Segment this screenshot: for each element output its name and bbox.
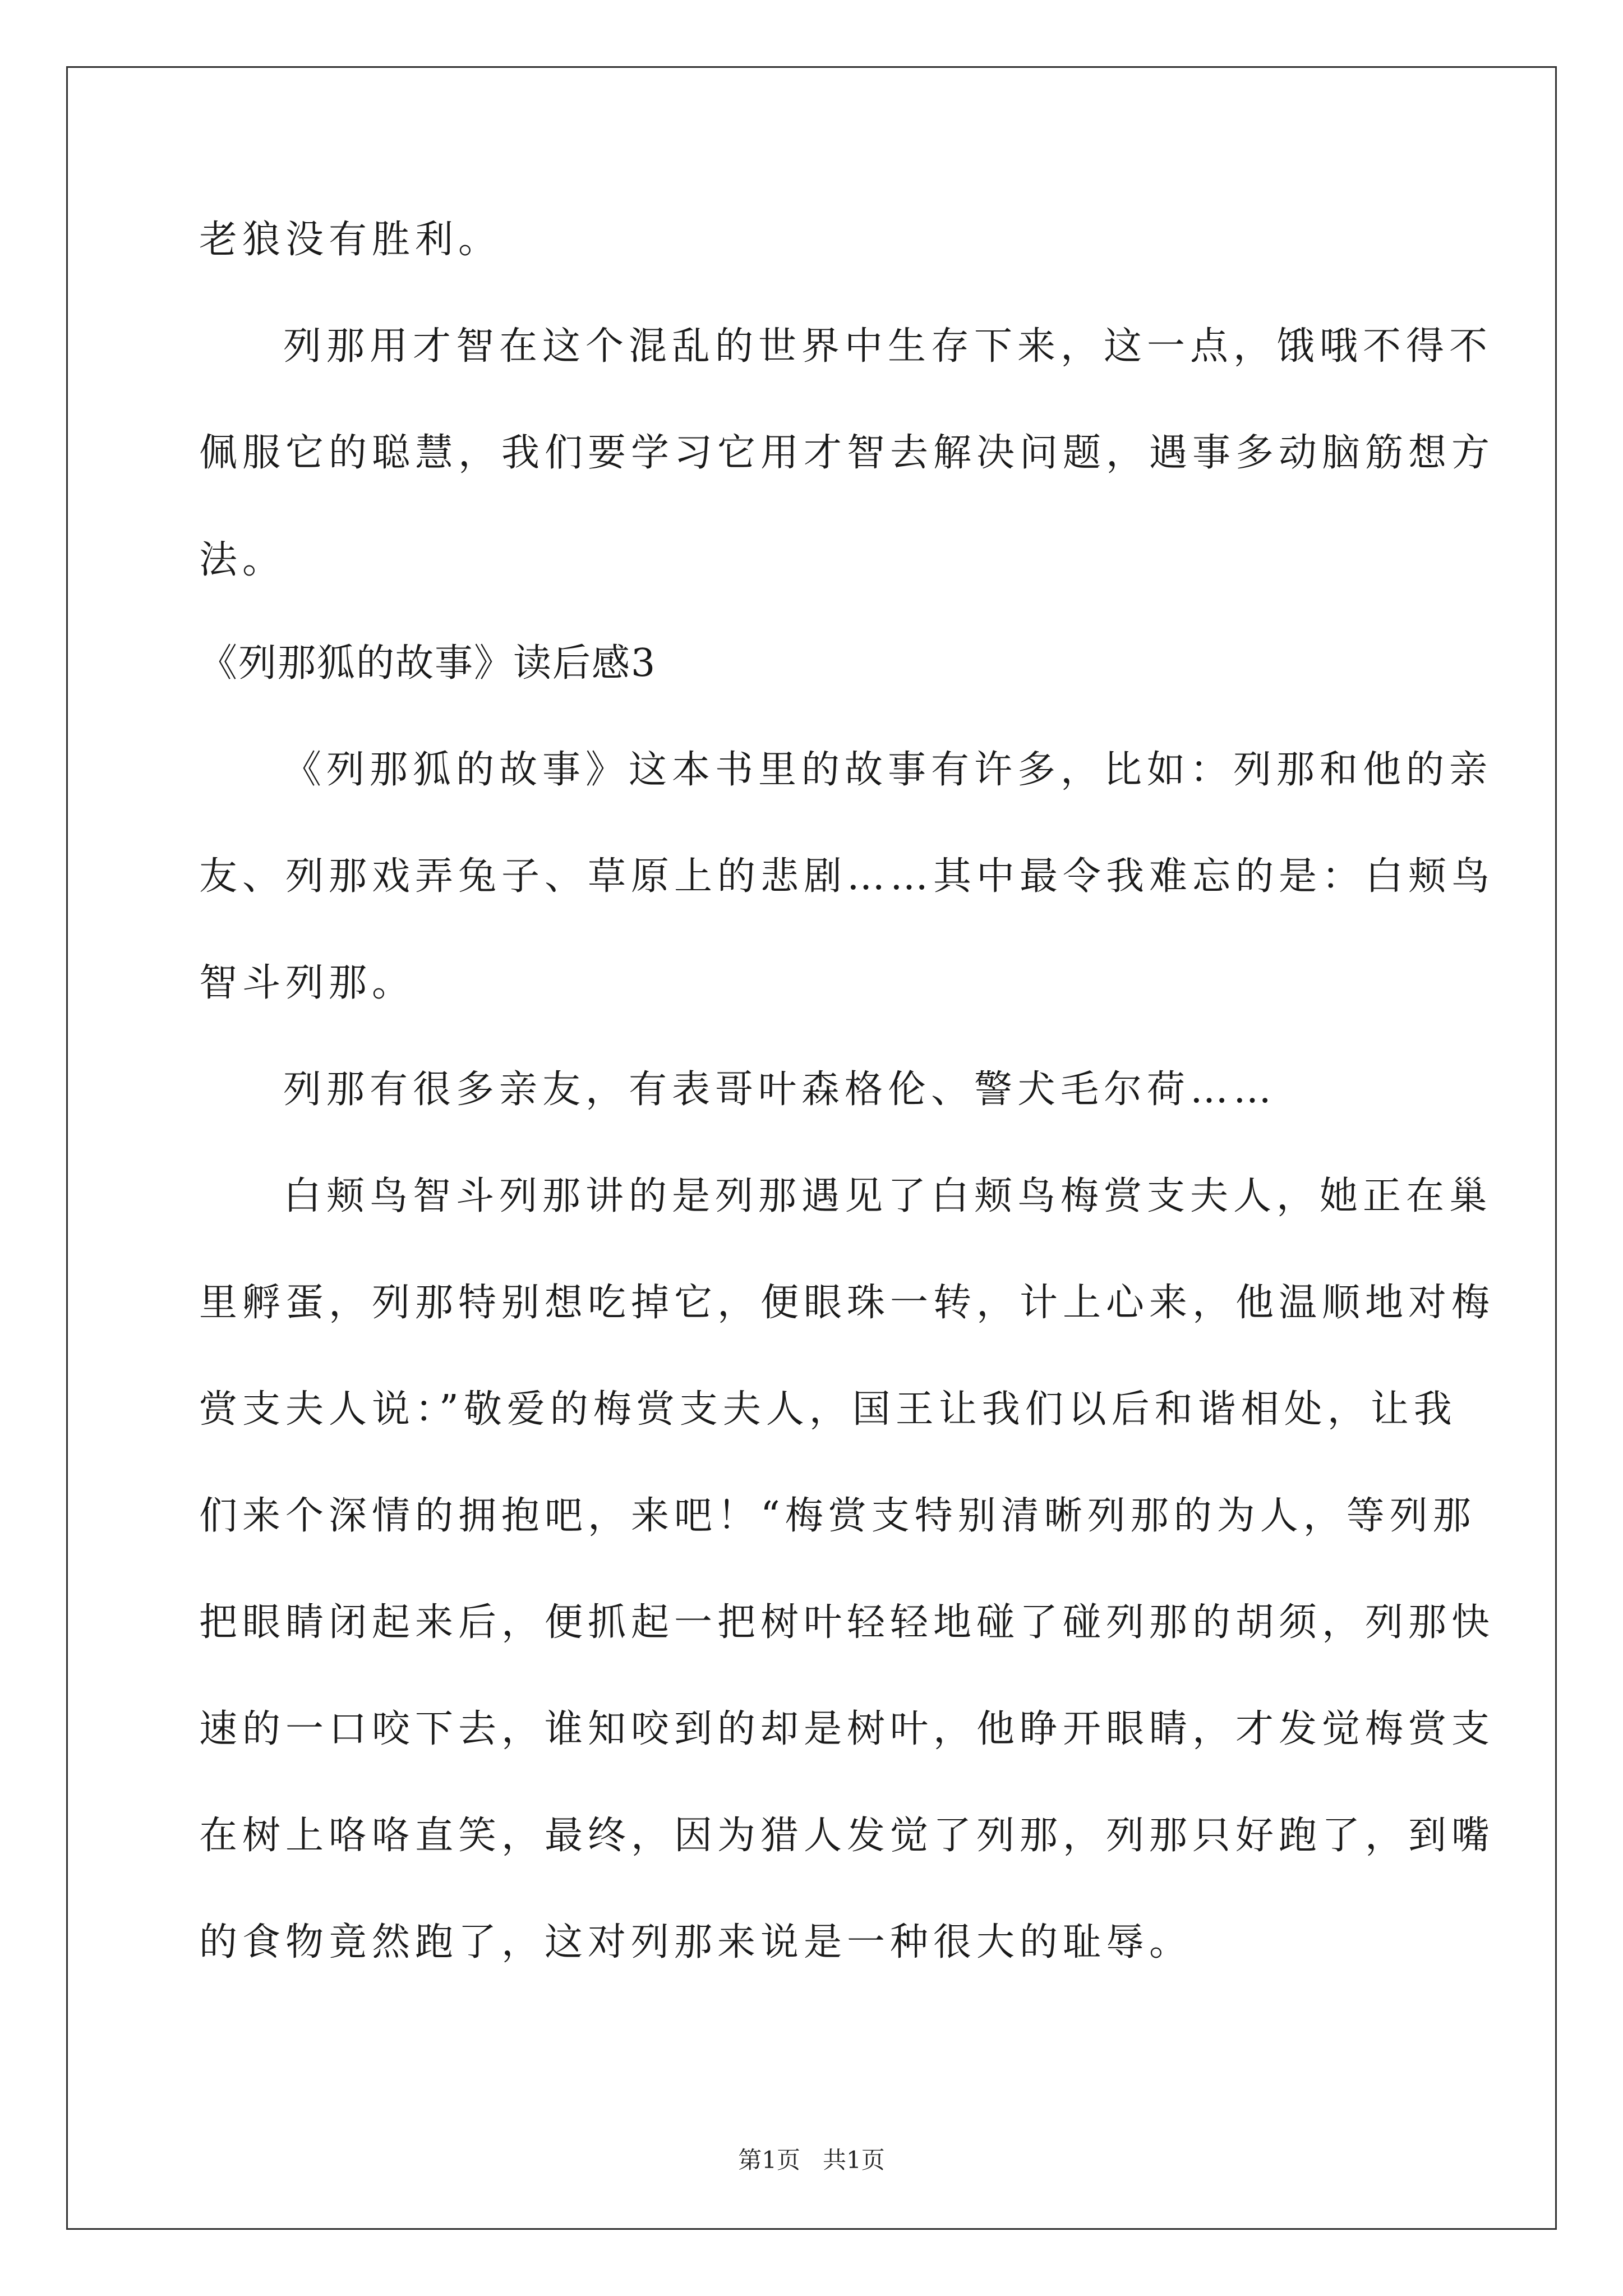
- paragraph-line: 的食物竟然跑了，这对列那来说是一种很大的耻辱。: [199, 1920, 1193, 1964]
- paragraph-line: 友、列那戏弄兔子、草原上的悲剧……其中最令我难忘的是：白颊鸟: [199, 854, 1495, 899]
- section-heading: 《列那狐的故事》读后感3: [199, 641, 657, 685]
- paragraph-line: 列那有很多亲友，有表哥叶森格伦、警犬毛尔荷……: [283, 1068, 1277, 1112]
- paragraph-line: 速的一口咬下去，谁知咬到的却是树叶，他睁开眼睛，才发觉梅赏支: [199, 1707, 1495, 1751]
- page-number-footer: 第1页 共1页: [738, 2146, 885, 2174]
- paragraph-line: 《列那狐的故事》这本书里的故事有许多，比如：列那和他的亲: [283, 748, 1493, 792]
- paragraph-line: 佩服它的聪慧，我们要学习它用才智去解决问题，遇事多动脑筋想方: [199, 431, 1495, 475]
- paragraph-line: 把眼睛闭起来后，便抓起一把树叶轻轻地碰了碰列那的胡须，列那快: [199, 1600, 1495, 1645]
- paragraph-line: 智斗列那。: [199, 961, 416, 1005]
- paragraph-line: 们来个深情的拥抱吧，来吧！“梅赏支特别清晰列那的为人，等列那: [199, 1494, 1476, 1538]
- paragraph-line: 法。: [199, 538, 286, 582]
- paragraph-line: 赏支夫人说：”敬爱的梅赏支夫人，国王让我们以后和谐相处，让我: [199, 1387, 1457, 1432]
- paragraph-line: 在树上咯咯直笑，最终，因为猎人发觉了列那，列那只好跑了，到嘴: [199, 1814, 1495, 1858]
- paragraph-line: 列那用才智在这个混乱的世界中生存下来，这一点，饿哦不得不: [283, 324, 1493, 369]
- paragraph-line: 里孵蛋，列那特别想吃掉它，便眼珠一转，计上心来，他温顺地对梅: [199, 1281, 1495, 1325]
- paragraph-line: 老狼没有胜利。: [199, 218, 502, 262]
- paragraph-line: 白颊鸟智斗列那讲的是列那遇见了白颊鸟梅赏支夫人，她正在巢: [283, 1174, 1493, 1218]
- page-border: [66, 66, 1557, 2230]
